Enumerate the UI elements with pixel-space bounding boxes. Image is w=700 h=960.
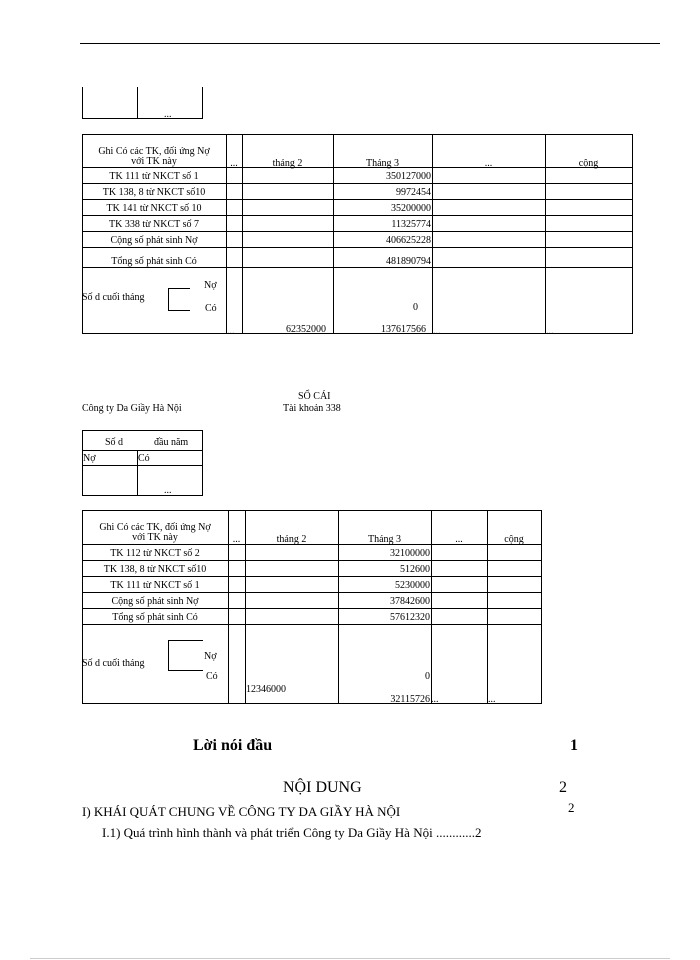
header-month3: Tháng 3 bbox=[365, 158, 400, 169]
balance-dots: ... bbox=[227, 326, 235, 337]
toc-preface-page: 1 bbox=[570, 737, 578, 754]
opening-col1: Số d bbox=[105, 437, 124, 448]
header-label: Ghi Có các TK, đối ứng Nợ bbox=[98, 146, 210, 157]
opening-debit: Nợ bbox=[83, 453, 96, 464]
table-row-value: 11325774 bbox=[391, 219, 431, 230]
opening-col2: đầu năm bbox=[154, 437, 189, 448]
table-row-value: 481890794 bbox=[386, 256, 431, 267]
table-row-label: Cộng số phát sinh Nợ bbox=[111, 596, 199, 607]
balance-credit-label: Có bbox=[206, 671, 218, 682]
table-row-value: 406625228 bbox=[386, 235, 431, 246]
page-top-rule bbox=[80, 43, 660, 44]
page-bottom-rule bbox=[30, 958, 670, 959]
table-row-value: 512600 bbox=[400, 564, 430, 575]
header-label: Ghi Có các TK, đối ứng Nợ bbox=[99, 522, 211, 533]
toc-section-1: I) KHÁI QUÁT CHUNG VỀ CÔNG TY DA GIẦY HÀ NỘI bbox=[82, 804, 401, 819]
table-row-label: Tổng số phát sinh Có bbox=[112, 612, 198, 623]
balance-debit-label: Nợ bbox=[204, 280, 217, 291]
balance-month3-zero: 0 bbox=[413, 302, 418, 313]
account-name: Tài khoản 338 bbox=[283, 403, 341, 414]
table-row-value: 35200000 bbox=[391, 203, 431, 214]
fragment-ellipsis: ... bbox=[164, 109, 172, 120]
balance-month3-value: 137617566 bbox=[381, 324, 426, 335]
balance-credit-label: Có bbox=[205, 303, 217, 314]
header-dots-2: ... bbox=[455, 534, 463, 545]
balance-dots-3: ... bbox=[546, 326, 554, 337]
table-row-label: TK 141 từ NKCT số 10 bbox=[106, 203, 202, 214]
toc-content-heading: NỘI DUNG bbox=[283, 779, 362, 796]
table-row-label: TK 138, 8 từ NKCT số10 bbox=[102, 187, 206, 198]
balance-month2-value: 62352000 bbox=[286, 324, 326, 335]
opening-credit: Có bbox=[138, 453, 150, 464]
table-row-value: 9972454 bbox=[396, 187, 431, 198]
table-row-label: TK 111 từ NKCT số 1 bbox=[110, 580, 200, 591]
balance-dots: ... bbox=[431, 694, 439, 705]
company-name: Công ty Da Giầy Hà Nội bbox=[82, 403, 182, 414]
balance-month2-value: 12346000 bbox=[246, 684, 286, 695]
toc-section-1-page: 2 bbox=[568, 800, 575, 815]
table-row-value: 350127000 bbox=[386, 171, 431, 182]
header-label-2: với TK này bbox=[132, 532, 178, 543]
table-row-value: 37842600 bbox=[390, 596, 430, 607]
opening-dots: ... bbox=[164, 485, 172, 496]
ledger-title: SỔ CÁI bbox=[298, 391, 331, 402]
table-row-value: 32100000 bbox=[390, 548, 430, 559]
table-row-label: TK 111 từ NKCT số 1 bbox=[109, 171, 199, 182]
balance-month3-value: 32115726 bbox=[390, 694, 430, 705]
header-dots-2: ... bbox=[484, 158, 493, 169]
header-total: cộng bbox=[578, 158, 599, 169]
balance-month3-zero: 0 bbox=[425, 671, 430, 682]
table-row-label: TK 112 từ NKCT số 2 bbox=[110, 548, 200, 559]
balance-dots-2: ... bbox=[488, 694, 496, 705]
balance-dots-2: ... bbox=[433, 326, 441, 337]
header-month2: tháng 2 bbox=[272, 158, 303, 169]
balance-label: Số d cuối tháng bbox=[82, 658, 145, 669]
toc-content-page: 2 bbox=[559, 779, 567, 796]
toc-section-1-1: I.1) Quá trình hình thành và phát triển Công ty Da Giầy Hà Nội ............2 bbox=[102, 825, 482, 840]
toc-preface: Lời nói đầu bbox=[193, 737, 273, 754]
table-row-label: TK 338 từ NKCT số 7 bbox=[109, 219, 199, 230]
table-row-label: TK 138, 8 từ NKCT số10 bbox=[103, 564, 207, 575]
header-month2: tháng 2 bbox=[276, 534, 307, 545]
table-row-value: 5230000 bbox=[395, 580, 430, 591]
balance-label: Số d cuối tháng bbox=[82, 292, 145, 303]
header-dots: ... bbox=[230, 158, 238, 169]
header-total: cộng bbox=[504, 534, 524, 545]
balance-debit-label: Nợ bbox=[204, 651, 217, 662]
header-month3: Tháng 3 bbox=[367, 534, 402, 545]
table-row-value: 57612320 bbox=[390, 612, 430, 623]
header-label-2: với TK này bbox=[131, 156, 177, 167]
header-dots: ... bbox=[232, 534, 241, 545]
table-row-label: Cộng số phát sinh Nợ bbox=[110, 235, 198, 246]
table-row-label: Tổng số phát sinh Có bbox=[111, 256, 197, 267]
